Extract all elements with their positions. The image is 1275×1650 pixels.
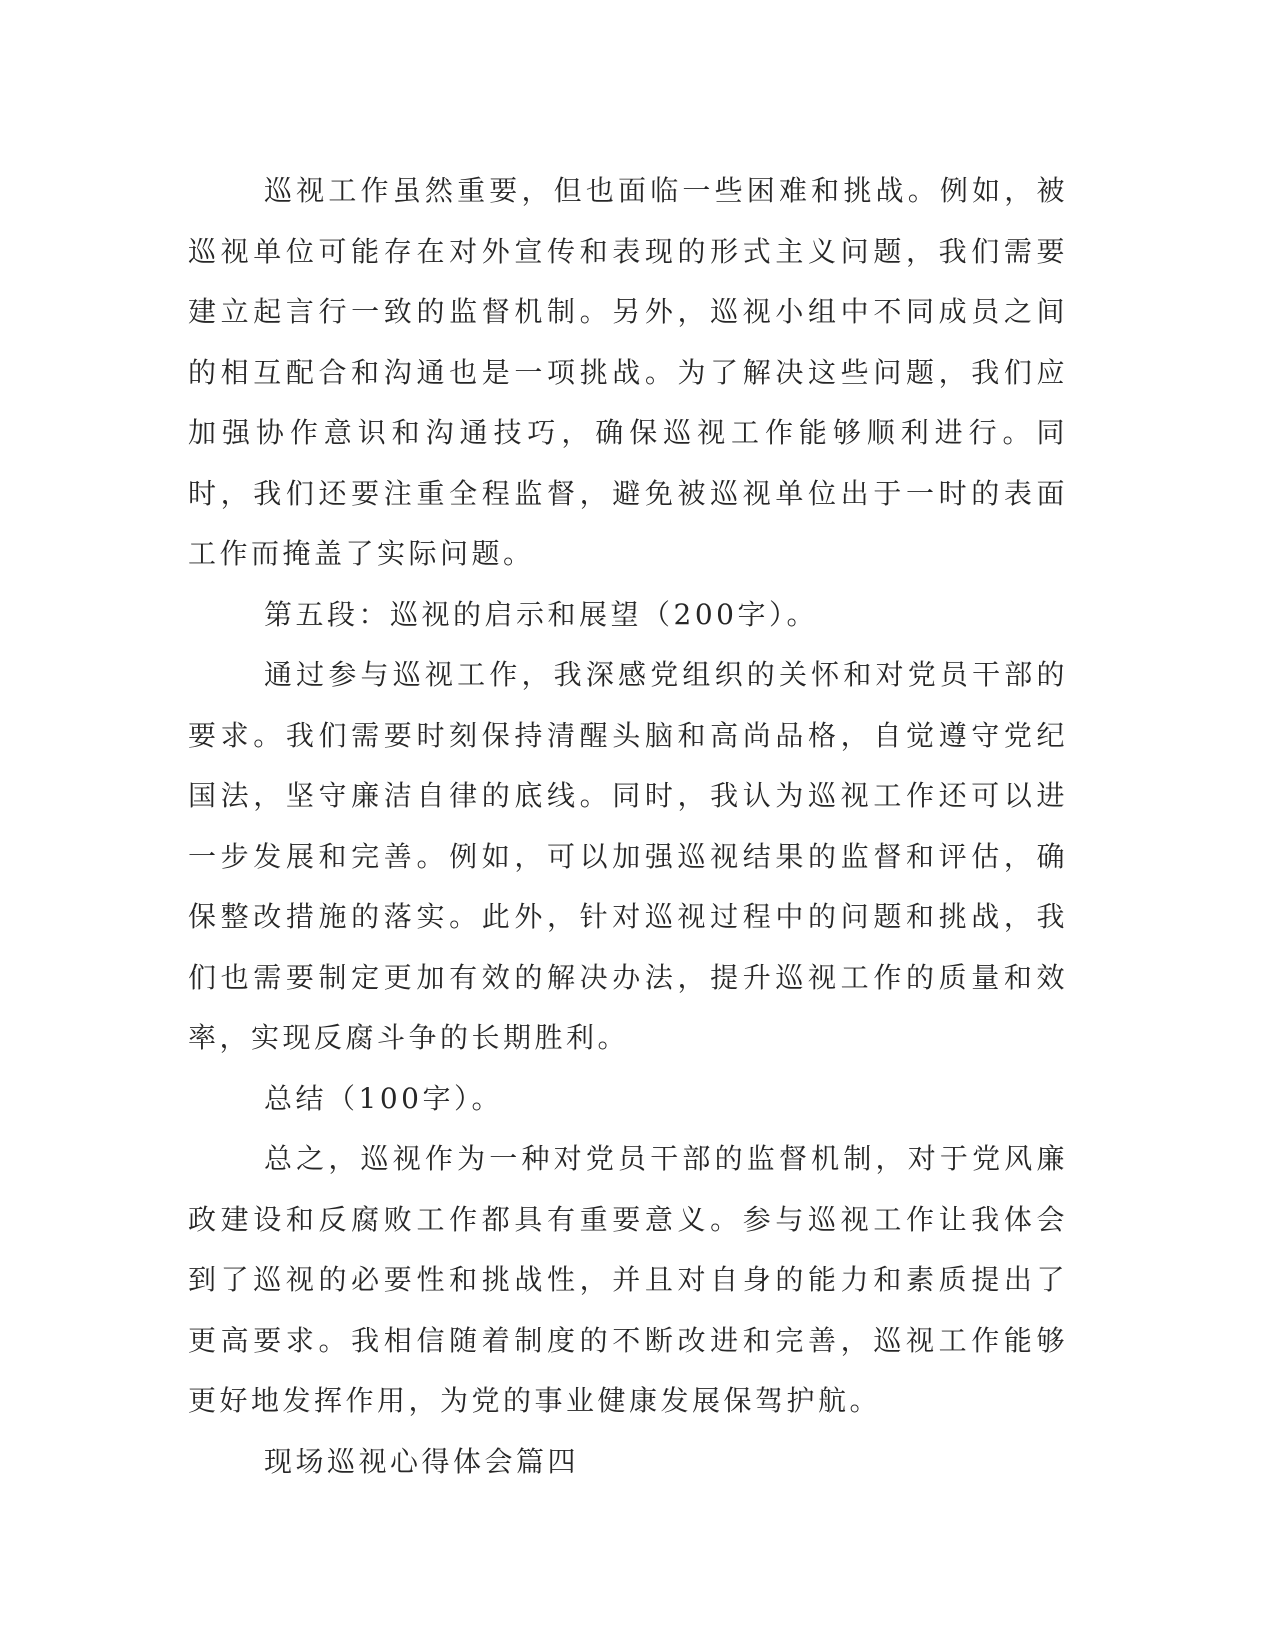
paragraph-challenges: 巡视工作虽然重要，但也面临一些困难和挑战。例如，被巡视单位可能存在对外宣传和表现的形式主义问题，我们需要建立起言行一致的监督机制。另外，巡视小组中不同成员之间的相互配合和沟通也是一项挑战。为了解决这些问题，我们应加强协作意识和沟通技巧，确保巡视工作能够顺利进行。同时，我们还要注重全程监督，避免被巡视单位出于一时的表面工作而掩盖了实际问题。 bbox=[188, 174, 1068, 570]
section-heading-summary: 总结（100字）。 bbox=[264, 1081, 503, 1115]
document-body bbox=[188, 161, 1068, 1492]
section-heading-part-four: 现场巡视心得体会篇四 bbox=[264, 1444, 580, 1478]
section-heading-five: 第五段：巡视的启示和展望（200字）。 bbox=[264, 597, 818, 631]
paragraph-summary: 总之，巡视作为一种对党员干部的监督机制，对于党风廉政建设和反腐败工作都具有重要意义。参与巡视工作让我体会到了巡视的必要性和挑战性，并且对自身的能力和素质提出了更高要求。我相信随着制度的不断改进和完善，巡视工作能够更好地发挥作用，为党的事业健康发展保驾护航。 bbox=[188, 1142, 1068, 1417]
paragraph-outlook: 通过参与巡视工作，我深感党组织的关怀和对党员干部的要求。我们需要时刻保持清醒头脑和高尚品格，自觉遵守党纪国法，坚守廉洁自律的底线。同时，我认为巡视工作还可以进一步发展和完善。例如，可以加强巡视结果的监督和评估，确保整改措施的落实。此外，针对巡视过程中的问题和挑战，我们也需要制定更加有效的解决办法，提升巡视工作的质量和效率，实现反腐斗争的长期胜利。 bbox=[188, 658, 1068, 1054]
